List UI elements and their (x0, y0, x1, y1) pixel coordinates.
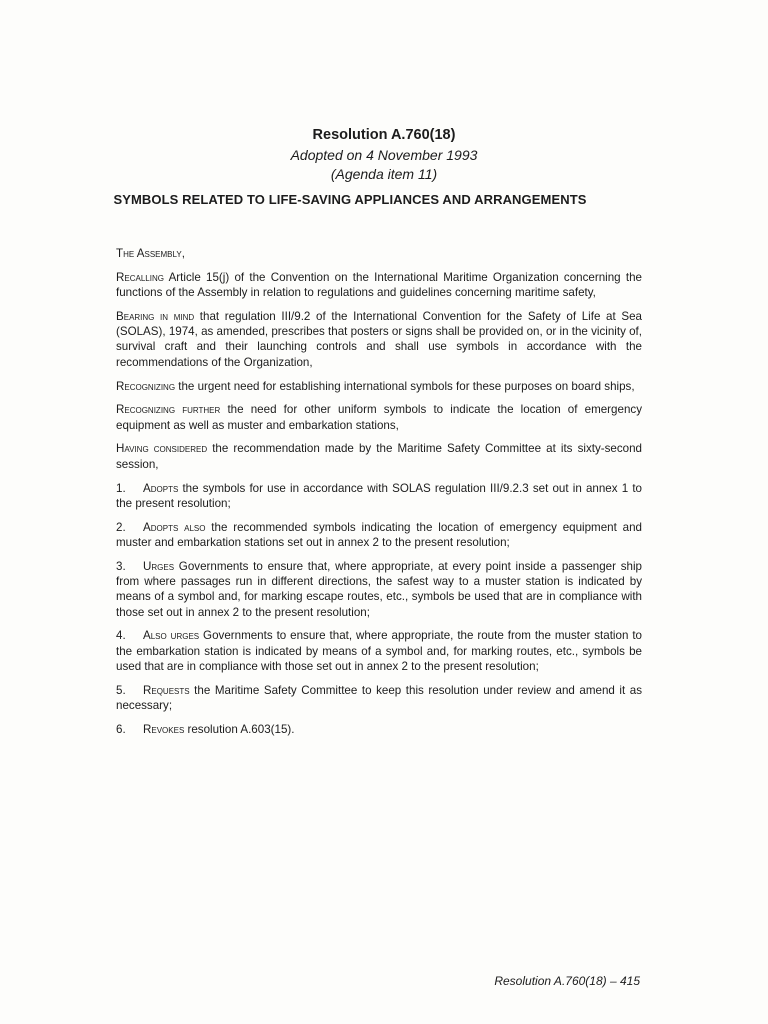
document-title: SYMBOLS RELATED TO LIFE-SAVING APPLIANCES AND ARRANGEMENTS (113, 192, 587, 207)
operative-paragraph: 4. Also urges Governments to ensure that, where appropriate, the route from the muster station to the embarkation station is indicated by means of a symbol and, for marking routes, etc., symbols be used that are in compliance with those set out in annex 2 to the present resolution; (116, 629, 642, 674)
adoption-date: Adopted on 4 November 1993 (290, 147, 478, 163)
resolution-body (116, 246, 642, 746)
operative-paragraph: 1. Adopts the symbols for use in accordance with SOLAS regulation III/9.2.3 set out in annex 1 to the present resolution; (116, 481, 642, 510)
preamble-paragraph: Recognizing further the need for other uniform symbols to indicate the location of emergency equipment as well as muster and embarkation stations, (116, 403, 642, 432)
operative-paragraph: 5. Requests the Maritime Safety Committee to keep this resolution under review and amend it as necessary; (116, 683, 642, 713)
page-footer: Resolution A.760(18) – 415 (494, 974, 640, 988)
operative-paragraph: 6. Revokes resolution A.603(15). (116, 722, 295, 736)
assembly-line: The Assembly, (116, 247, 185, 260)
preamble-paragraph: Bearing in mind that regulation III/9.2 of the International Convention for the Safety of Life at Sea (SOLAS), 1974, as amended, prescribes that posters or signs shall be provided on, or in the vicinity of, survival craft and their launching controls and shall use symbols in accordance with the recommendations of the Organization, (116, 309, 642, 369)
operative-paragraph: 2. Adopts also the recommended symbols indicating the location of emergency equipment and muster and embarkation stations set out in annex 2 to the present resolution; (116, 520, 643, 549)
resolution-header (0, 124, 768, 184)
agenda-item: (Agenda item 11) (330, 166, 438, 182)
operative-paragraph: 3. Urges Governments to ensure that, where appropriate, at every point inside a passenger ship from where passages run in different directions, the safest way to a muster station is indicated by means of a symbol and, for marking escape routes, etc., symbols be used that are in compliance with those set out in annex 2 to the present resolution; (116, 559, 642, 619)
preamble-paragraph: Recalling Article 15(j) of the Convention on the International Maritime Organization concerning the functions of the Assembly in relation to regulations and guidelines concerning maritime safety, (116, 270, 642, 300)
resolution-number: Resolution A.760(18) (312, 127, 456, 143)
preamble-paragraph: Having considered the recommendation made by the Maritime Safety Committee at its sixty-second session, (116, 442, 643, 471)
preamble-paragraph: Recognizing the urgent need for establishing international symbols for these purposes on board ships, (116, 379, 635, 393)
